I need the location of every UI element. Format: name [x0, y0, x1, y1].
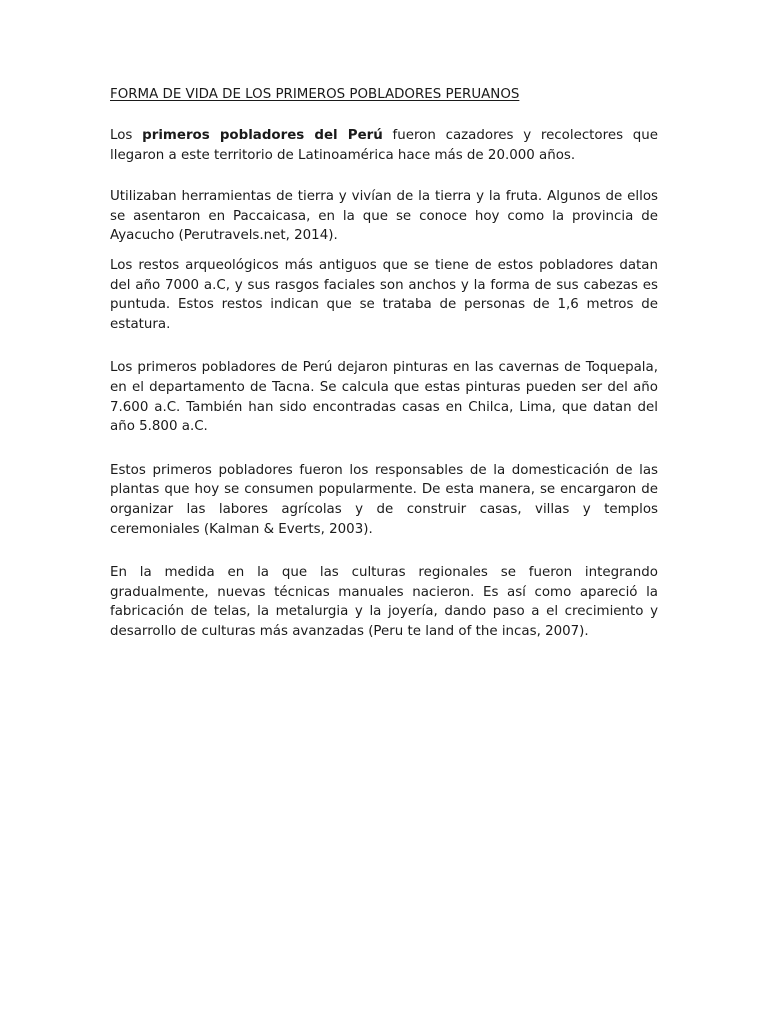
paragraph-cultures: En la medida en la que las culturas regionales se fueron integrando gradualmente, nuevas técnicas manuales nacieron. Es así como apareció la fabricación de telas, la metalurgia y la joyería, dando paso a el crecimiento y desarrollo de culturas más avanzadas (Peru te land of the incas, 2007). [110, 565, 658, 639]
paragraph-intro-bold: primeros pobladores del Perú [142, 128, 383, 143]
paragraph-domestication: Estos primeros pobladores fueron los responsables de la domesticación de las plantas que hoy se consumen popularmente. De esta manera, se encargaron de organizar las labores agrícolas y de construir casas, villas y templos ceremoniales (Kalman & Everts, 2003). [110, 462, 658, 537]
paragraph-remains: Los restos arqueológicos más antiguos que se tiene de estos pobladores datan del año 7000 a.C, y sus rasgos faciales son anchos y la forma de sus cabezas es puntuda. Estos restos indican que se trataba de personas de 1,6 metros de estatura. [110, 257, 658, 332]
paragraph-paintings: Los primeros pobladores de Perú dejaron pinturas en las cavernas de Toquepala, en el departamento de Tacna. Se calcula que estas pinturas pueden ser del año 7.600 a.C. También han sido encontradas casas en Chilca, Lima, que datan del año 5.800 a.C. [110, 360, 658, 435]
paragraph-intro-prefix: Los [110, 128, 143, 143]
document-page [110, 86, 658, 641]
paragraph-intro-suffix: fueron cazadores y recolectores que llegaron a este territorio de Latinoamérica hace más de 20.000 años. [110, 128, 658, 163]
paragraph-tools: Utilizaban herramientas de tierra y vivían de la tierra y la fruta. Algunos de ellos se asentaron en Paccaicasa, en la que se conoce hoy como la provincia de Ayacucho (Perutravels.net, 2014). [110, 189, 658, 244]
paragraph-intro [110, 126, 658, 165]
document-title: FORMA DE VIDA DE LOS PRIMEROS POBLADORES PERUANOS [110, 87, 520, 102]
